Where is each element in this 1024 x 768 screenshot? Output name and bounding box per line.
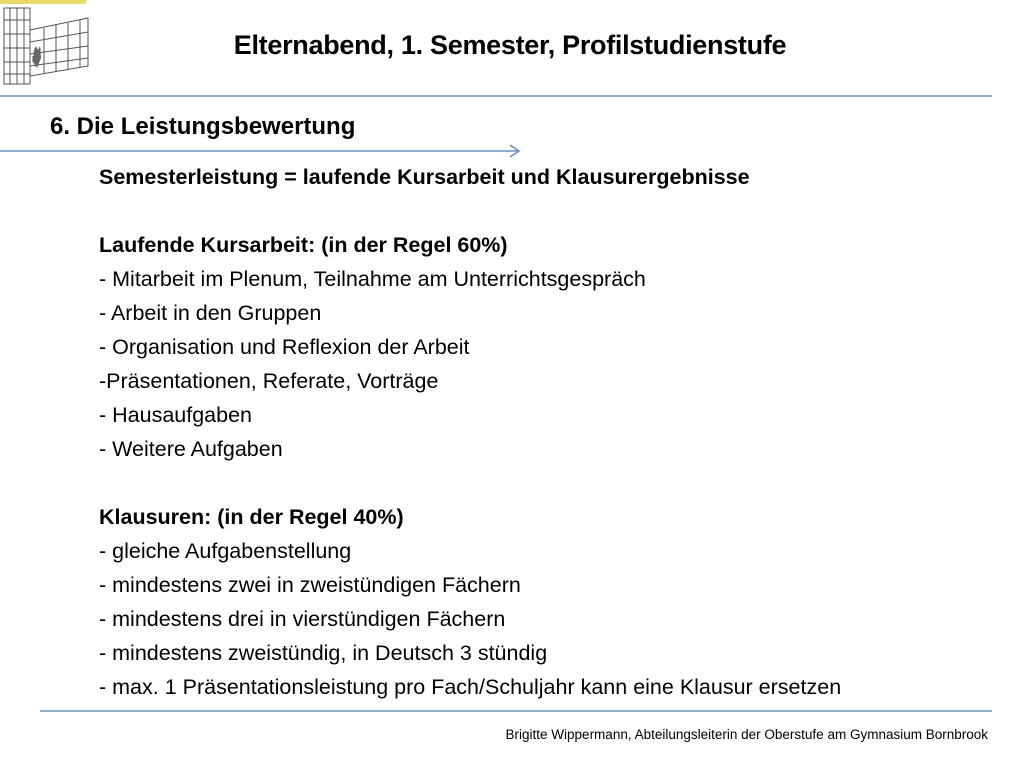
list-item: - gleiche Aufgabenstellung xyxy=(99,539,352,563)
list-item: - max. 1 Präsentationsleistung pro Fach/Schuljahr kann eine Klausur ersetzen xyxy=(99,675,842,699)
list-item: - mindestens drei in vierstündigen Fächern xyxy=(99,607,506,631)
page-title: Elternabend, 1. Semester, Profilstudienstufe xyxy=(233,30,787,60)
footer-text: Brigitte Wippermann, Abteilungsleiterin der Oberstufe am Gymnasium Bornbrook xyxy=(505,727,988,742)
arrow-right-icon xyxy=(0,144,524,158)
list-item: - Arbeit in den Gruppen xyxy=(99,301,322,325)
footer-divider xyxy=(40,710,992,712)
list-item: - mindestens zweistündig, in Deutsch 3 stündig xyxy=(99,641,548,665)
school-logo-icon xyxy=(0,0,92,92)
spacer xyxy=(99,466,1004,500)
section-title: 6. Die Leistungsbewertung xyxy=(50,113,356,140)
header-divider xyxy=(0,95,992,97)
list-item: - Mitarbeit im Plenum, Teilnahme am Unterrichtsgespräch xyxy=(99,267,646,291)
summary-line: Semesterleistung = laufende Kursarbeit und Klausurergebnisse xyxy=(99,165,750,189)
list-item: - Hausaufgaben xyxy=(99,403,252,427)
list-item: - mindestens zwei in zweistündigen Fächern xyxy=(99,573,521,597)
klausuren-heading: Klausuren: (in der Regel 40%) xyxy=(99,505,404,529)
spacer xyxy=(99,194,1004,228)
list-item: - Weitere Aufgaben xyxy=(99,437,283,461)
content-body xyxy=(99,160,1004,704)
kursarbeit-heading: Laufende Kursarbeit: (in der Regel 60%) xyxy=(99,233,508,257)
list-item: - Organisation und Reflexion der Arbeit xyxy=(99,335,470,359)
list-item: -Präsentationen, Referate, Vorträge xyxy=(99,369,439,393)
